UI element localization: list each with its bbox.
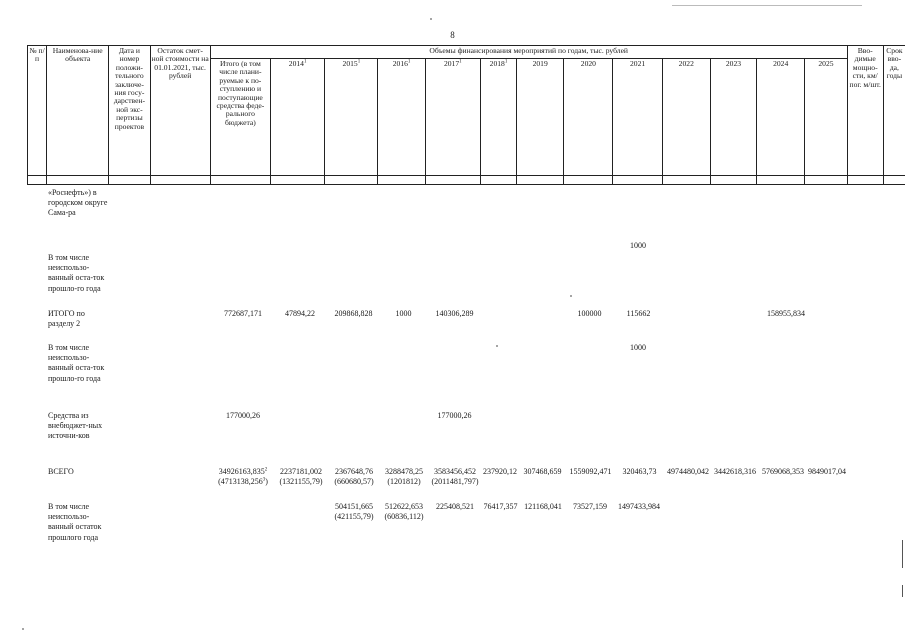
header-year-2014: 2014$^1$ [271,59,325,176]
header-number: № п/п [28,46,47,176]
row1-y2021: 1000 [630,241,646,250]
row6-y2021: 1497433,984 [618,502,660,511]
header-year-2016: 2016$^1$ [378,59,425,176]
row4-y2017: 177000,26 [437,411,472,420]
header-year-2015: 2015$^1$ [325,59,378,176]
header-year-2017: 2017$^1$ [425,59,480,176]
header-total: Итого (в том числе плани-руемые к по-ступлению и поступающие средства феде-рального бюджета) [210,59,270,176]
header-year-2023: 2023 [710,59,756,176]
row2-total: 772687,171 [224,309,262,318]
header-object-name: Наименова-ние объекта [47,46,109,176]
page-number: 8 [450,30,455,40]
row4-total: 177000,26 [226,411,260,420]
row2-y2016: 1000 [395,309,412,318]
header-year-2022: 2022 [662,59,710,176]
header-table [27,45,905,185]
row6-y2017: 225408,521 [436,502,474,511]
row5-y2015: 2367648,76 (660680,57) [334,467,374,487]
header-year-2020: 2020 [564,59,613,176]
header-funding-group: Объемы финансирования мероприятий по годам, тыс. рублей [210,46,847,59]
row6-y2015: 504151,665 (421155,79) [334,502,374,522]
header-year-2025: 2025 [805,59,847,176]
scan-artifact-dot [430,18,432,20]
row5-y2014: 2237181,002 (1321155,79) [279,467,323,487]
row6-y2019: 121168,041 [524,502,562,511]
row5-total: 34926163,835$^2$ (4713138,256$^3$) [218,467,268,487]
row-label-unused-3: В том числе неиспользо-ванный остаток прошлого года [48,502,102,542]
row6-y2020: 73527,159 [573,502,607,511]
scan-artifact-dot [496,345,498,347]
row2-y2020: 100000 [577,309,602,318]
row5-y2021: 320463,73 [622,467,657,476]
header-year-2024: 2024 [757,59,805,176]
header-year-2018: 2018$^1$ [480,59,516,176]
row5-y2018: 237920,12 [483,467,517,476]
header-deadline: Срок вво-да, годы [883,46,905,176]
scan-artifact-dot [22,628,24,630]
row-label-extrabudget: Средства из внебюджет-ных источни-ков [48,411,103,441]
row-label-continuation: «Роснефть») в городском округе Сама-ра [48,188,108,218]
scan-artifact-edge [902,540,903,568]
scan-artifact-dot [570,295,572,297]
row2-y2017: 140306,289 [435,309,474,318]
header-balance: Остаток смет-ной стоимости на 01.01.2021, тыс. рублей [150,46,210,176]
row-label-unused-1: В том числе неиспользо-ванный оста-ток прошло-го года [48,253,105,293]
row5-y2020: 1559092,471 [569,467,612,476]
row5-y2024: 5769068,353 [762,467,804,476]
row2-y2021: 115662 [626,309,651,318]
row5-y2017: 3583456,452 (2011481,797) [431,467,479,487]
row2-y2024: 158955,834 [767,309,805,318]
row5-y2022: 4974480,042 [667,467,709,476]
row6-y2016: 512622,653 (60836,112) [384,502,424,522]
row5-y2023: 3442618,316 [714,467,756,476]
row5-y2019: 307468,659 [523,467,562,476]
header-year-2021: 2021 [613,59,662,176]
row2-y2014: 47894,22 [285,309,315,318]
scan-artifact-edge [902,585,903,597]
row6-y2018: 76417,357 [483,502,518,511]
row2-y2015: 209868,828 [334,309,373,318]
row3-y2021: 1000 [630,343,646,352]
row-label-grand-total: ВСЕГО [48,467,74,476]
header-year-2019: 2019 [517,59,564,176]
header-capacity: Вво-димые мощно-сти, км/ пог. м/шт. [847,46,883,176]
row-label-section-total: ИТОГО по разделу 2 [48,309,85,329]
header-expertise-date: Дата и номер положи-тельного заключе-ния госу-дарствен-ной экс-пертизы проектов [109,46,150,176]
row5-y2025: 9849017,04 [808,467,846,476]
scan-artifact-line [672,5,862,6]
row5-y2016: 3288478,25 (1201812) [385,467,423,487]
row-label-unused-2: В том числе неиспользо-ванный оста-ток прошло-го года [48,343,105,383]
